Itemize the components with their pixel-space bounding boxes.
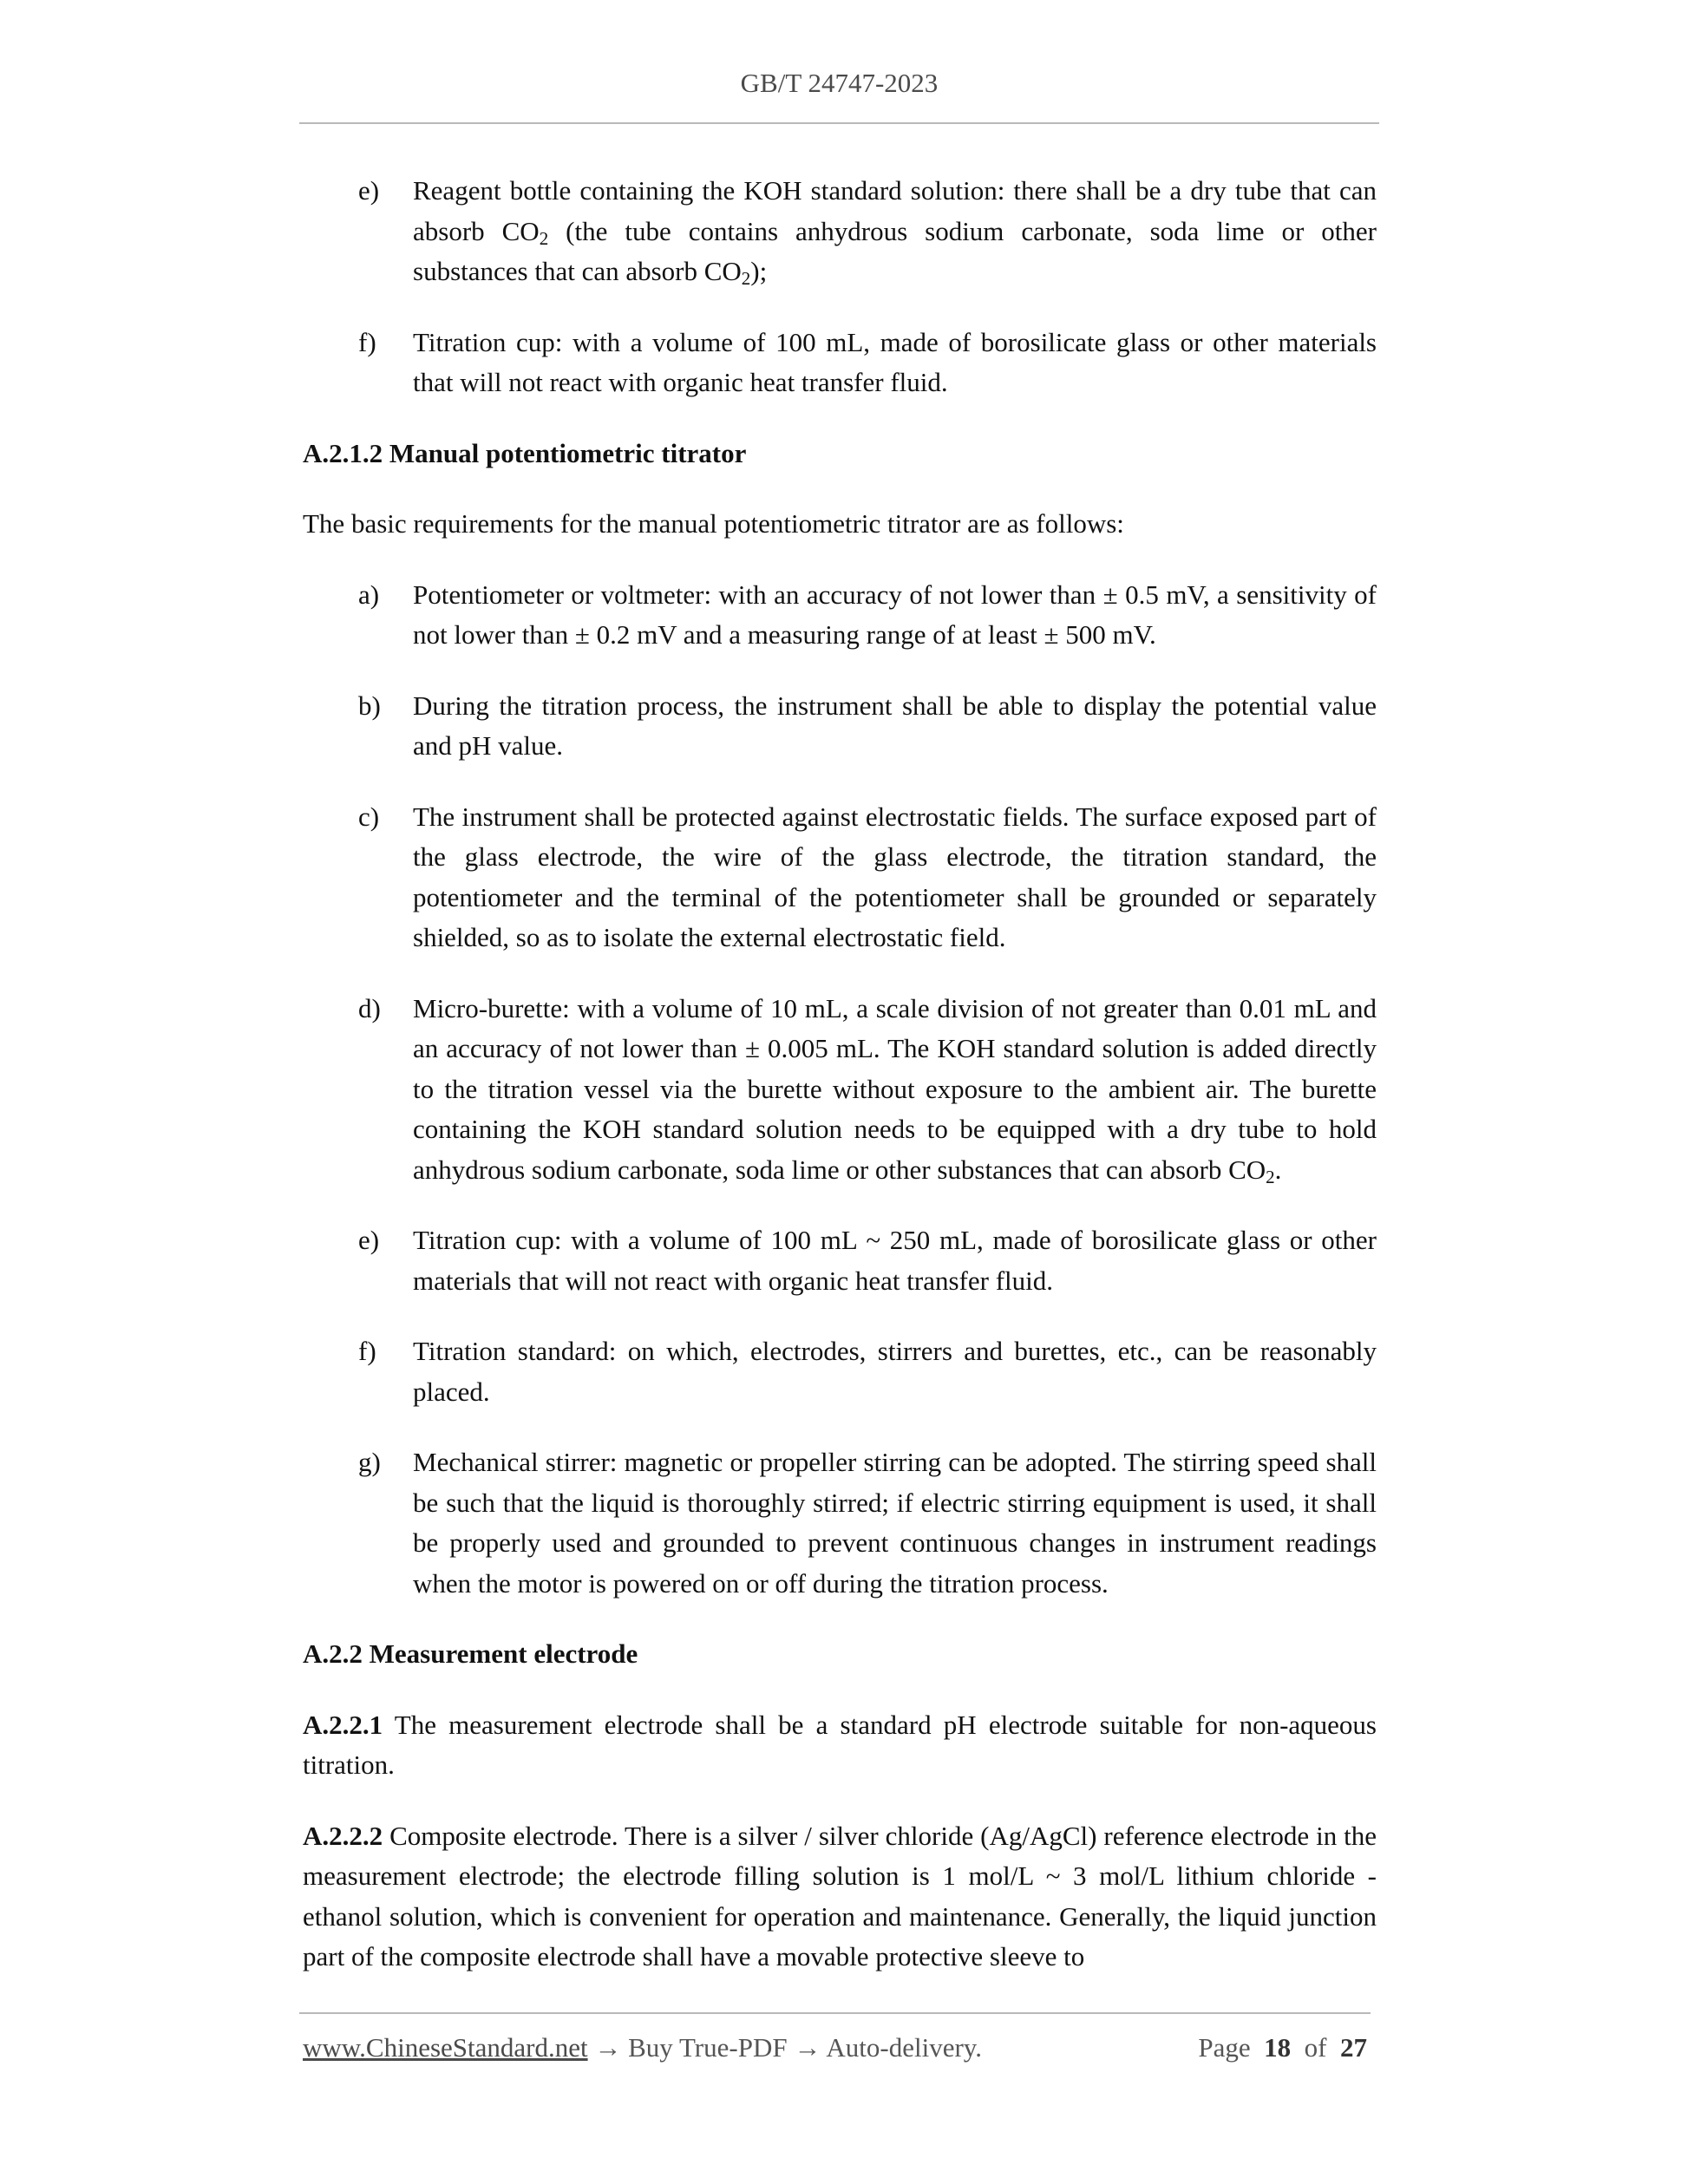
list-item-text: ); <box>750 256 768 286</box>
list-item-label: b) <box>358 690 381 721</box>
list-item-c-electrostatic <box>303 797 1377 958</box>
list-item-text: Potentiometer or voltmeter: with an accuracy of not lower than ± 0.5 mV, a sensitivity of not lower than ± 0.2 mV and a measuring range of at least ± 500 mV. <box>413 579 1377 650</box>
page-label: Page <box>1198 2032 1251 2063</box>
subscript: 2 <box>539 227 549 249</box>
website-link[interactable]: www.ChineseStandard.net <box>303 2032 588 2063</box>
list-item-f-titration-cup <box>303 323 1377 403</box>
page-total: 27 <box>1340 2032 1367 2063</box>
subscript: 2 <box>1266 1166 1275 1187</box>
list-item-text: (the tube contains anhydrous sodium carbonate, soda lime or other substances that can absorb CO <box>413 215 1377 286</box>
list-item-text: Mechanical stirrer: magnetic or propeller stirring can be adopted. The stirring speed shall be such that the liquid is thoroughly stirred; if electric stirring equipment is used, it shall be properly used and grounded to prevent continuous changes in instrument readings when the motor is powered on or off during the titration process. <box>413 1447 1377 1599</box>
list-item-d-micro-burette <box>303 989 1377 1191</box>
list-item-label: a) <box>358 579 380 610</box>
section-heading-a22: A.2.2 Measurement electrode <box>303 1638 638 1669</box>
list-item-text: Titration cup: with a volume of 100 mL ~ 250 mL, made of borosilicate glass or other materials that will not react with organic heat transfer fluid. <box>413 1225 1377 1296</box>
page-header-title: GB/T 24747-2023 <box>740 68 939 98</box>
list-item-label: g) <box>358 1447 381 1477</box>
list-item-f-titration-standard <box>303 1331 1377 1412</box>
section-intro: The basic requirements for the manual potentiometric titrator are as follows: <box>303 508 1124 539</box>
list-item-text: During the titration process, the instrument shall be able to display the potential value and pH value. <box>413 690 1377 761</box>
list-item-label: d) <box>358 992 381 1023</box>
list-item-a-potentiometer <box>303 575 1377 656</box>
clause-text: The measurement electrode shall be a standard pH electrode suitable for non-aqueous titration. <box>303 1709 1377 1780</box>
list-item-text: . <box>1274 1154 1282 1185</box>
clause-number: A.2.2.1 <box>303 1709 383 1740</box>
list-item-text: Reagent bottle containing the KOH standard solution: there shall be a dry tube that can absorb CO <box>413 175 1377 246</box>
list-item-label: e) <box>358 175 380 206</box>
list-item-text: Micro-burette: with a volume of 10 mL, a scale division of not greater than 0.01 mL and an accuracy of not lower than ± 0.005 mL. The KOH standard solution is added directly to the titration vessel via the burette without exposure to the ambient air. The burette containing the KOH standard solution needs to be equipped with a dry tube to hold anhydrous sodium carbonate, soda lime or other substances that can absorb CO <box>413 992 1377 1185</box>
list-item-text: Titration standard: on which, electrodes, stirrers and burettes, etc., can be reasonably placed. <box>413 1336 1377 1407</box>
section-heading-a212: A.2.1.2 Manual potentiometric titrator <box>303 437 747 468</box>
list-item-label: f) <box>358 326 376 357</box>
list-item-text: Titration cup: with a volume of 100 mL, made of borosilicate glass or other materials that will not react with organic heat transfer fluid. <box>413 326 1377 397</box>
list-item-e-reagent-bottle <box>303 171 1377 292</box>
page-footer <box>303 2032 1371 2063</box>
document-body <box>303 171 1377 2008</box>
buy-pdf-link: Buy True-PDF <box>628 2032 788 2063</box>
list-item-label: f) <box>358 1336 376 1366</box>
list-item-g-mechanical-stirrer <box>303 1442 1377 1604</box>
subscript: 2 <box>741 268 751 289</box>
list-item-e-titration-cup <box>303 1220 1377 1301</box>
arrow-right-icon: → <box>594 2032 622 2063</box>
clause-text: Composite electrode. There is a silver / silver chloride (Ag/AgCl) reference electrode in the measurement electrode; the electrode filling solution is 1 mol/L ~ 3 mol/L lithium chloride - ethanol solution, which is convenient for operation and maintenance. Generally, the liquid junction part of the composite electrode shall have a movable protective sleeve to <box>303 1820 1377 1971</box>
clause-a2221 <box>303 1705 1377 1786</box>
footer-divider <box>299 2012 1371 2014</box>
auto-delivery-text: Auto-delivery. <box>826 2032 983 2063</box>
list-item-label: e) <box>358 1225 380 1255</box>
page-number <box>1198 2032 1367 2063</box>
list-item-label: c) <box>358 801 380 832</box>
arrow-right-icon: → <box>794 2032 821 2063</box>
clause-a2222 <box>303 1816 1377 1978</box>
list-item-b-display <box>303 686 1377 767</box>
header-divider <box>299 122 1379 124</box>
of-label: of <box>1304 2032 1327 2063</box>
list-item-text: The instrument shall be protected against electrostatic fields. The surface exposed part of the glass electrode, the wire of the glass electrode, the titration standard, the potentiometer and the terminal of the potentiometer shall be grounded or separately shielded, so as to isolate the external electrostatic field. <box>413 801 1377 952</box>
page-current: 18 <box>1264 2032 1292 2063</box>
clause-number: A.2.2.2 <box>303 1820 383 1851</box>
